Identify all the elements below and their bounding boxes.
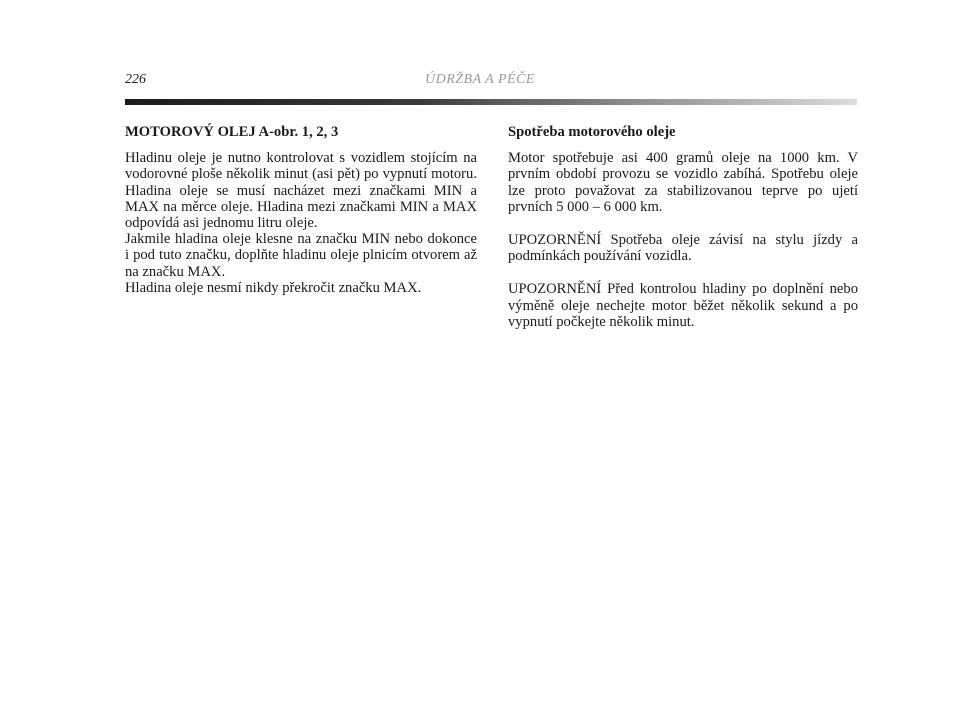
oil-consumption-paragraph: Motor spotřebuje asi 400 gramů oleje na 1000 km. V prvním období provozu se vozidlo zabíhá. Spotřebu oleje lze proto považovat za stabilizovanou teprve po ujetí prvních 5 000 – 6 000 km. xyxy=(508,150,858,215)
left-column xyxy=(125,124,477,296)
warning-driving-style-paragraph: UPOZORNĚNÍ Spotřeba oleje závisí na stylu jízdy a podmínkách používání vozidla. xyxy=(508,232,858,265)
running-header-title: ÚDRŽBA A PÉČE xyxy=(425,72,535,87)
warning-after-refill-paragraph: UPOZORNĚNÍ Před kontrolou hladiny po doplnění nebo výměně oleje nechejte motor běžet několik sekund a po vypnutí počkejte několik minut. xyxy=(508,281,858,330)
oil-topup-paragraph: Jakmile hladina oleje klesne na značku MIN nebo dokonce i pod tuto značku, doplňte hladinu oleje plnicím otvorem až na značku MAX. xyxy=(125,231,477,280)
header-rule xyxy=(125,99,857,105)
engine-oil-heading: MOTOROVÝ OLEJ A-obr. 1, 2, 3 xyxy=(125,124,339,140)
right-column xyxy=(508,124,858,330)
oil-max-paragraph: Hladina oleje nesmí nikdy překročit značku MAX. xyxy=(125,279,422,296)
page-number: 226 xyxy=(125,72,146,87)
oil-level-check-paragraph: Hladinu oleje je nutno kontrolovat s vozidlem stojícím na vodorovné ploše několik minut (asi pět) po vypnutí motoru. Hladina oleje se musí nacházet mezi značkami MIN a MAX na měrce oleje. Hladina mezi značkami MIN a MAX odpovídá asi jednomu litru oleje. xyxy=(125,150,477,232)
oil-consumption-heading: Spotřeba motorového oleje xyxy=(508,124,676,140)
